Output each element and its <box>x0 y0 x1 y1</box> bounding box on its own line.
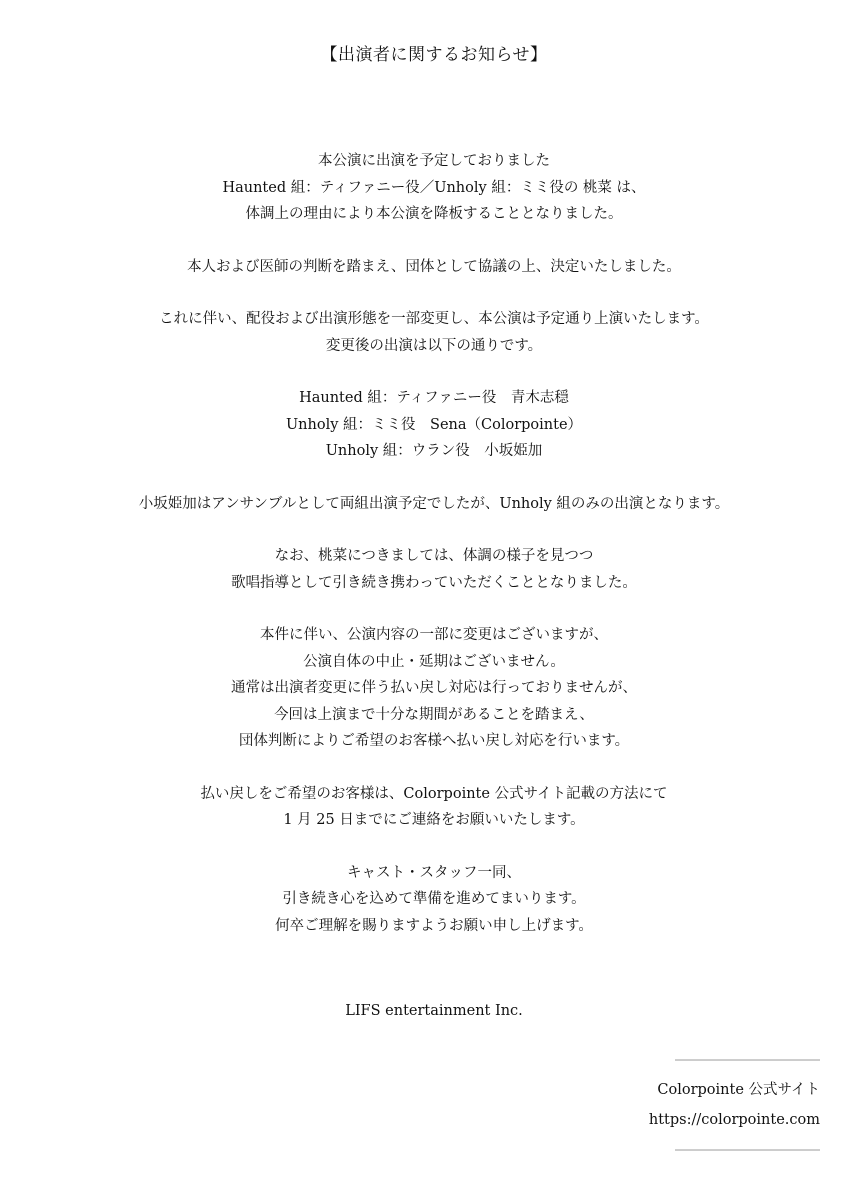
paragraph-vocal-coaching <box>0 543 868 596</box>
cast-entry: Unholy 組：ミミ役 Sena（Colorpointe） <box>285 416 583 433</box>
paragraph-decision <box>0 254 868 281</box>
text-line: 通常は出演者変更に伴う払い戻し対応は行っておりませんが、 <box>231 680 637 696</box>
text-line: 払い戻しをご希望のお客様は、Colorpointe 公式サイト記載の方法にて <box>200 785 668 802</box>
text-line: 本公演に出演を予定しておりました <box>318 153 550 169</box>
announcement-body <box>0 148 868 965</box>
site-url-link[interactable]: https://colorpointe.com <box>648 1112 820 1128</box>
paragraph-cast-change <box>0 306 868 359</box>
text-line: 団体判断によりご希望のお客様へ払い戻し対応を行います。 <box>238 733 630 749</box>
cast-entry: Unholy 組：ウラン役 小坂姫加 <box>325 443 543 459</box>
paragraph-refund-policy <box>0 622 868 755</box>
site-footer <box>649 1045 820 1165</box>
text-line: なお、桃菜につきましては、体調の様子を見つつ <box>274 548 594 564</box>
footer-divider-bottom: ―――――――――― <box>675 1142 820 1158</box>
text-line: 本人および医師の判断を踏まえ、団体として協議の上、決定いたしました。 <box>187 258 681 275</box>
footer-divider-top: ―――――――――― <box>675 1052 820 1068</box>
paragraph-ensemble <box>0 491 868 518</box>
paragraph-cast-list <box>0 385 868 465</box>
text-line: 今回は上演まで十分な期間があることを踏まえ、 <box>274 706 594 723</box>
text-line: 公演自体の中止・延期はございません。 <box>303 653 565 670</box>
text-line: 体調上の理由により本公演を降板することとなりました。 <box>245 206 623 222</box>
company-name: LIFS entertainment Inc. <box>345 1003 523 1019</box>
text-line: 引き続き心を込めて準備を進めてまいります。 <box>282 891 586 907</box>
paragraph-closing <box>0 860 868 940</box>
text-line: 変更後の出演は以下の通りです。 <box>325 337 543 354</box>
cast-entry: Haunted 組：ティファニー役 青木志穏 <box>299 390 569 406</box>
text-line: Haunted 組：ティファニー役／Unholy 組：ミミ役の 桃菜 は、 <box>222 179 646 196</box>
text-line: 本件に伴い、公演内容の一部に変更はございますが、 <box>260 627 608 643</box>
site-label: Colorpointe 公式サイト <box>657 1082 820 1098</box>
text-line: 1 月 25 日までにご連絡をお願いいたします。 <box>283 812 585 828</box>
text-line: キャスト・スタッフ一同、 <box>347 864 521 881</box>
paragraph-refund-contact <box>0 781 868 834</box>
text-line: 何卒ご理解を賜りますようお願い申し上げます。 <box>275 917 593 934</box>
page-title: 【出演者に関するお知らせ】 <box>320 45 548 65</box>
text-line: 小坂姫加はアンサンブルとして両組出演予定でしたが、Unholy 組のみの出演となります。 <box>138 495 730 512</box>
text-line: 歌唱指導として引き続き携わっていただくこととなりました。 <box>231 574 637 591</box>
text-line: これに伴い、配役および出演形態を一部変更し、本公演は予定通り上演いたします。 <box>159 311 709 327</box>
paragraph-withdrawal <box>0 148 868 228</box>
